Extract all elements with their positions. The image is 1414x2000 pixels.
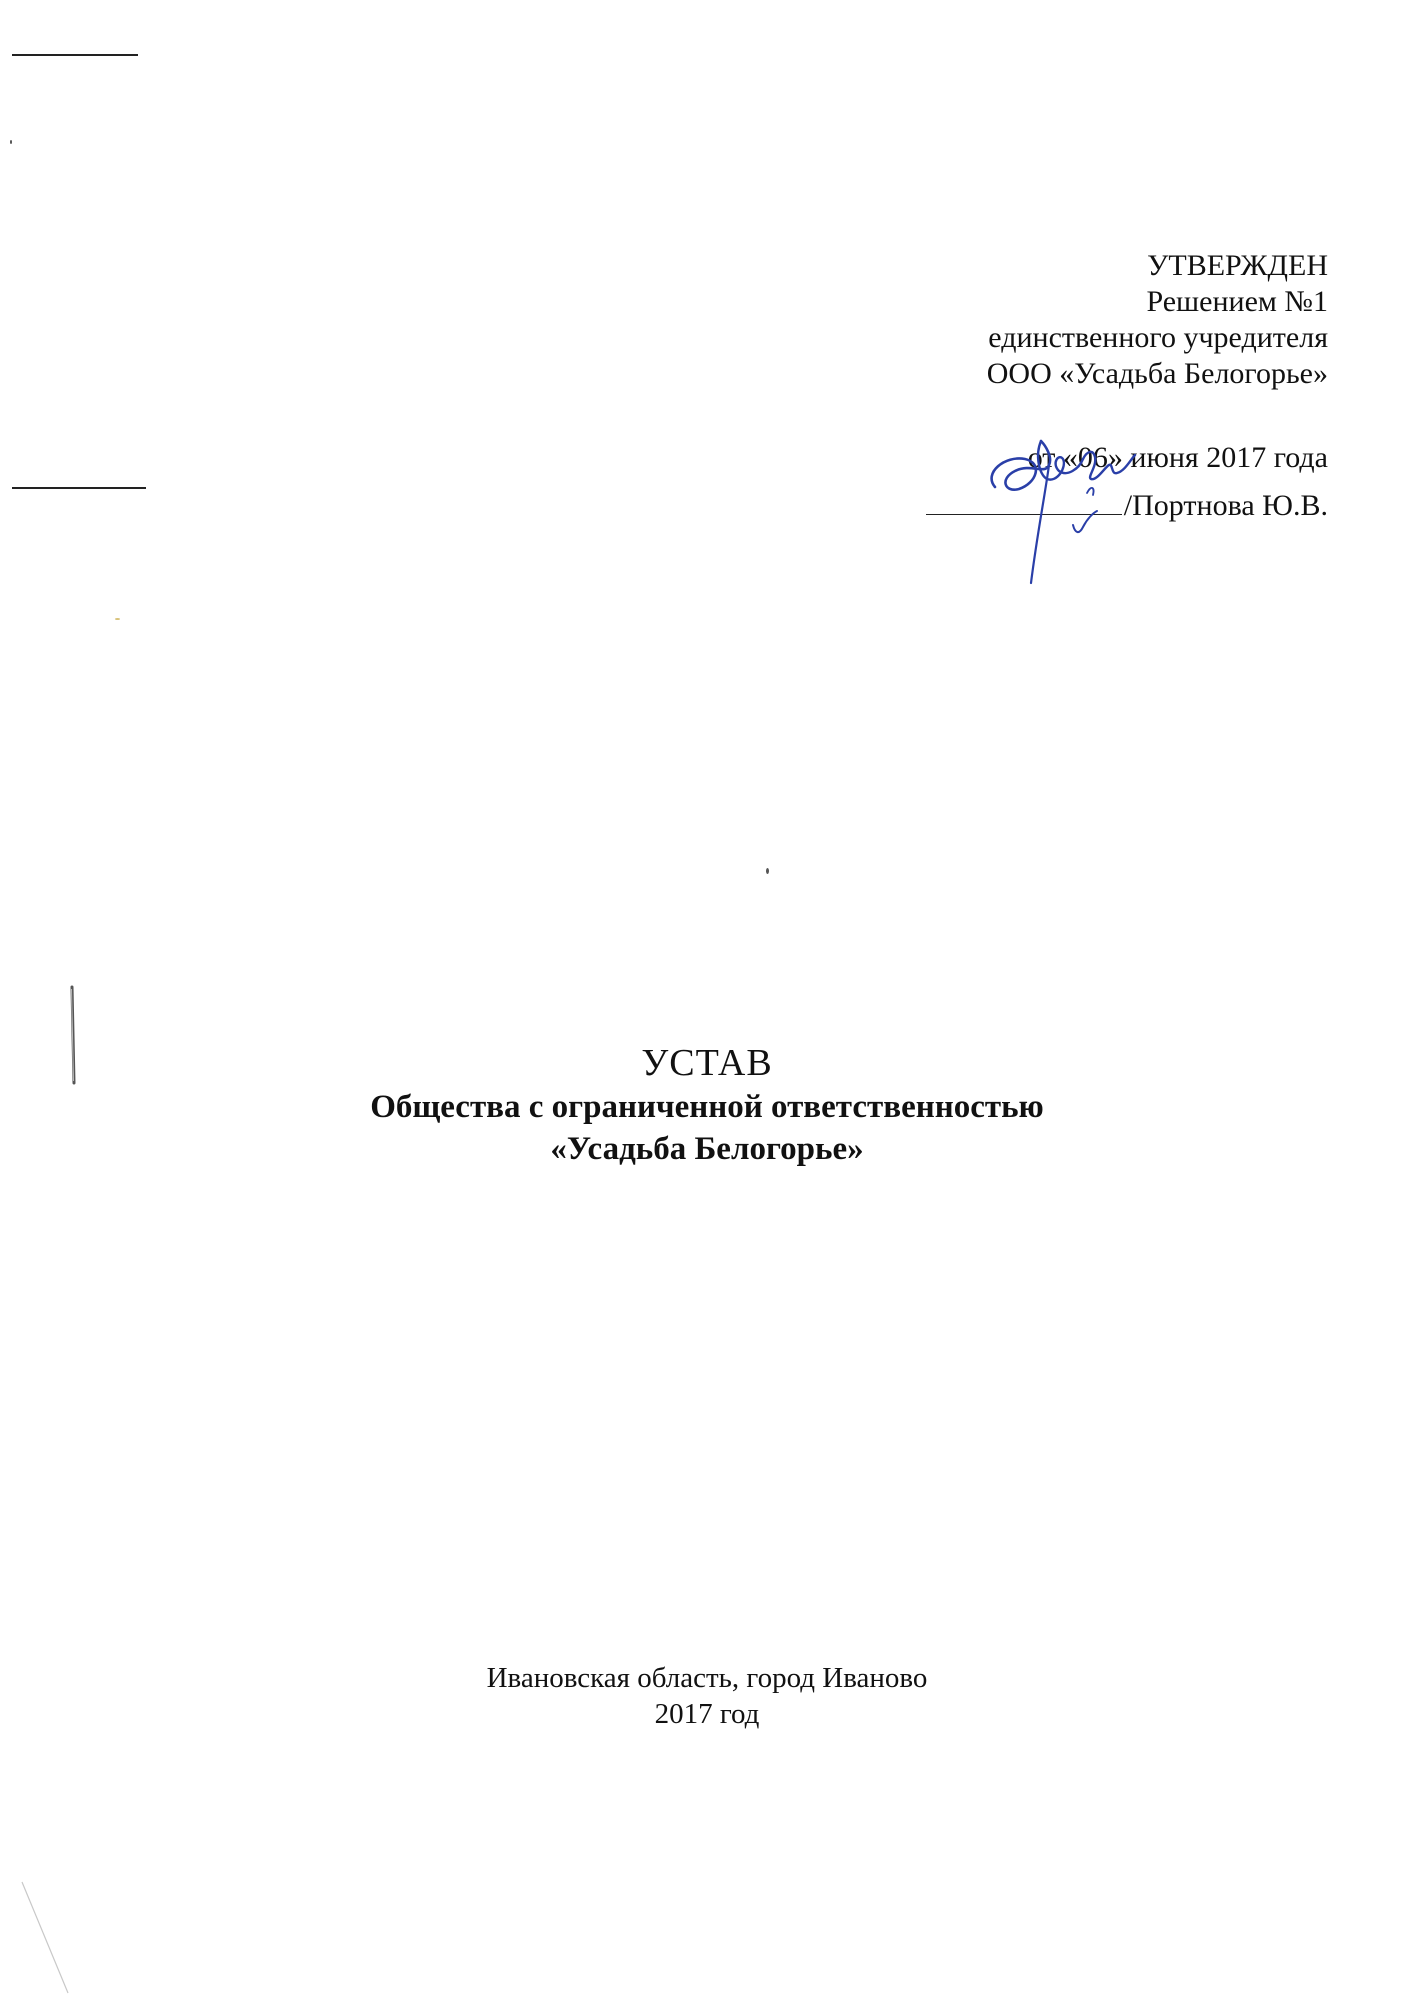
approval-date: от «06» июня 2017 года [1027,441,1328,474]
scan-speck [115,618,120,620]
document-title: УСТАВ [641,1042,773,1084]
signatory-name: /Портнова Ю.В. [1123,489,1328,522]
title-block [0,1040,1414,1170]
decision-number: Решением №1 [1146,285,1328,318]
document-footer [0,1660,1414,1732]
document-subtitle-line2: «Усадьба Белогорье» [550,1131,864,1167]
scan-speck [766,868,769,874]
scan-edge-mark [18,1880,78,1995]
handwritten-signature [975,415,1155,595]
company-name: ООО «Усадьба Белогорье» [986,357,1328,390]
founder-label: единственного учредителя [988,321,1328,354]
scan-speck [10,140,12,144]
scan-mark-line-middle [12,487,146,489]
year-of-issue: 2017 год [654,1698,760,1730]
document-subtitle-line1: Общества с ограниченной ответственностью [370,1089,1044,1125]
place-of-issue: Ивановская область, город Иваново [486,1662,928,1694]
scan-mark-line-top [12,54,138,56]
approved-label: УТВЕРЖДЕН [1147,249,1328,282]
